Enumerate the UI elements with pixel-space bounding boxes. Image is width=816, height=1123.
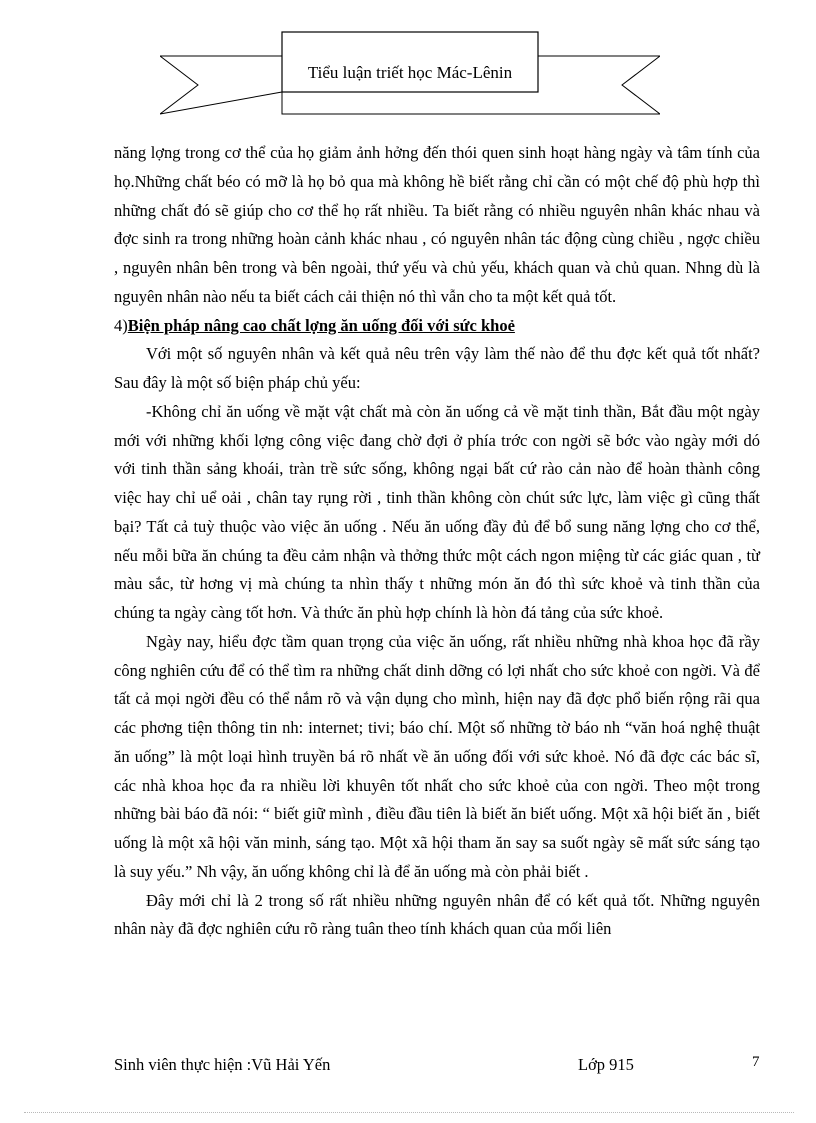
header-title: Tiểu luận triết học Mác-Lênin (307, 63, 513, 82)
paragraph-5: Đây mới chỉ là 2 trong số rất nhiều những nguyên nhân để có kết quả tốt. Những nguyên nhân này đã đợc nghiên cứu rõ ràng tuân theo tính khách quan của mối liên (114, 890, 760, 939)
page-bottom-divider (24, 1112, 794, 1113)
section-heading (114, 312, 760, 341)
paragraph-2: Với một số nguyên nhân và kết quả nêu trên vậy làm thế nào để thu đợc kết quả tốt nhất? Sau đây là một số biện pháp chủ yếu: (114, 344, 760, 392)
paragraph-4: Ngày nay, hiểu đợc tầm quan trọng của việc ăn uống, rất nhiều những nhà khoa học đã rầy công nghiên cứu để có thể tìm ra những chất dinh dỡng có lợi nhất cho sức khoẻ con ngời. Và để tất cả mọi ngời đều có thể nắm rõ và vận dụng cho mình, hiện nay đã đợc phổ biến rộng rãi qua các phơng tiện thông tin nh: internet; tivi; báo chí. Một số những tờ báo nh “văn hoá nghệ thuật ăn uống” là một loại hình truyền bá rõ nhất về ăn uống đối với sức khoẻ. Nó đã đợc các bác sĩ, các nhà khoa học đa ra nhiều lời khuyên tốt nhất cho sức khoẻ của con ngời. Theo một trong những bài báo đã nói: “ biết giữ mình , điều đầu tiên là biết ăn biết uống. Một xã hội biết ăn , biết uống là một xã hội văn minh, sáng tạo. Một xã hội tham ăn say sa suốt ngày sẽ mất sức sáng tạo là suy yếu.” Nh vậy, ăn uống không chỉ là để ăn uống mà còn phải biết . (114, 631, 760, 881)
section-title: Biện pháp nâng cao chất lợng ăn uống đối với sức khoẻ (127, 315, 515, 335)
paragraph-1: năng lợng trong cơ thể của họ giảm ảnh hởng đến thói quen sinh hoạt hàng ngày và tâm tính của họ.Những chất béo có mỡ là họ bỏ qua mà không hề biết rằng chỉ cần có một chế độ phù hợp thì những chất đó sẽ giúp cho cơ thể họ rất nhiều. Ta biết rằng có nhiều nguyên nhân khác nhau và đợc sinh ra trong những hoàn cảnh khác nhau , có nguyên nhân tác động cùng chiều , ngợc chiều , nguyên nhân bên trong và bên ngoài, thứ yếu và chủ yếu, khách quan và chủ quan. Nhng dù là nguyên nhân nào nếu ta biết cách cải thiện nó thì vẫn cho ta một kết quả tốt. (114, 143, 760, 306)
paragraph-3: -Không chỉ ăn uống về mặt vật chất mà còn ăn uống cả về mặt tinh thần, Bắt đầu một ngày mới với những khối lợng công việc đang chờ đợi ở phía trớc con ngời sẽ bớc vào ngày mới dó với tinh thần sảng khoái, tràn trề sức sống, không ngại bất cứ rào cản nào để hoàn thành công việc hay chỉ uể oải , chân tay rụng rời , tinh thần không còn chút sức lực, làm việc gì cũng thất bại? Tất cả tuỳ thuộc vào việc ăn uống . Nếu ăn uống đầy đủ để bổ sung năng lợng cho cơ thể, nếu mỗi bữa ăn chúng ta đều cảm nhận và thởng thức một cách ngon miệng từ các giác quan , từ màu sắc, từ hơng vị mà chúng ta nhìn thấy t những món ăn đó thì sức khoẻ và tinh thần của chúng ta ngày càng tốt hơn. Và thức ăn phù hợp chính là hòn đá tảng của sức khoẻ. (114, 401, 760, 622)
document-body (114, 139, 760, 944)
footer-student: Sinh viên thực hiện :Vũ Hải Yến (114, 1055, 331, 1074)
page-number: 7 (752, 1054, 760, 1070)
section-number: 4) (114, 315, 128, 335)
header-banner (160, 30, 660, 120)
footer-class: Lớp 915 (578, 1055, 634, 1074)
